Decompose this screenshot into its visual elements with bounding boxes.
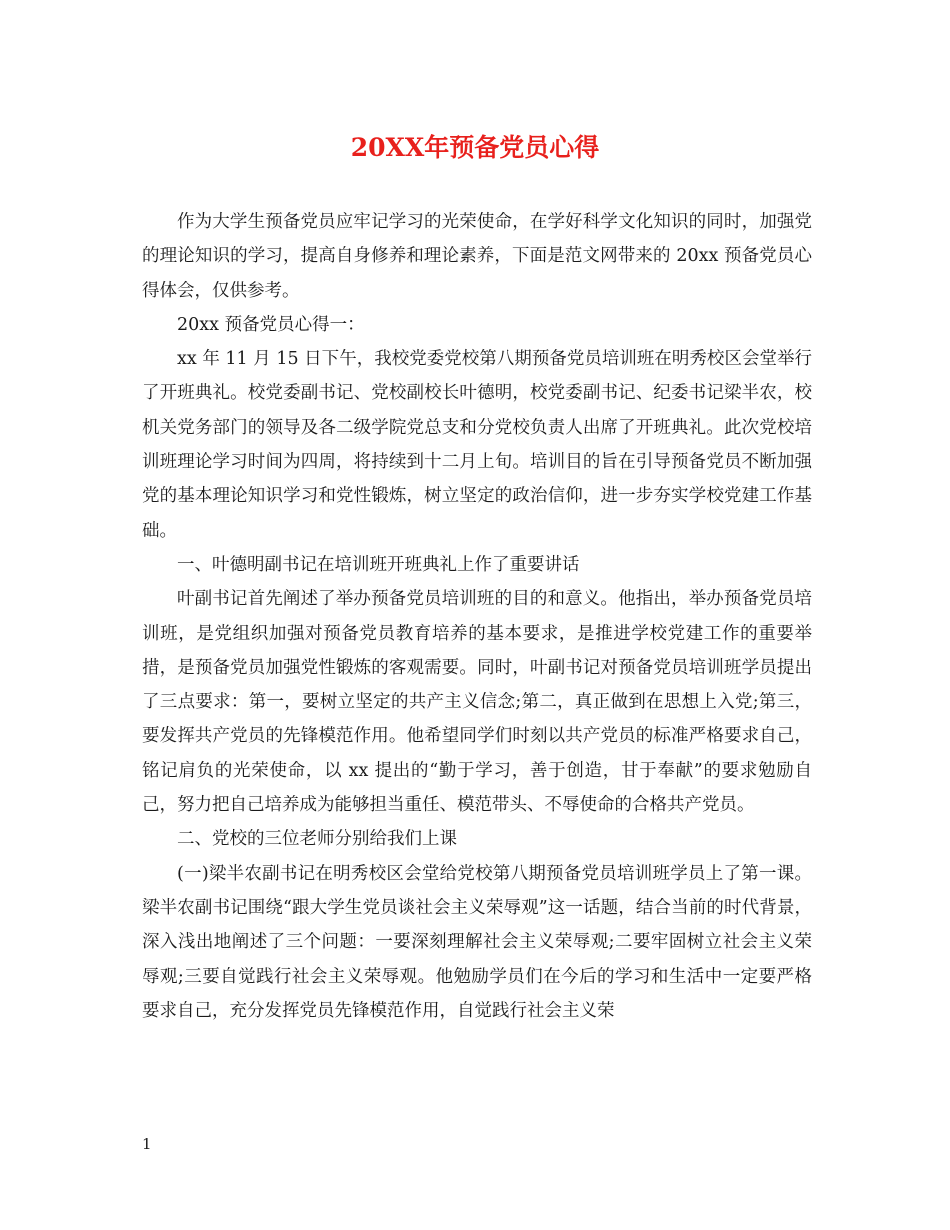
paragraph-section-two-heading: 二、党校的三位老师分别给我们上课 [177, 829, 457, 850]
page-number: 1 [142, 1135, 152, 1153]
document-title: 20XX年预备党员心得 [350, 133, 600, 162]
document-body [142, 205, 812, 1028]
paragraph-section-one-heading: 一、叶德明副书记在培训班开班典礼上作了重要讲话 [177, 554, 580, 575]
paragraph-intro: 作为大学生预备党员应牢记学习的光荣使命，在学好科学文化知识的同时，加强党的理论知识的学习，提高自身修养和理论素养，下面是范文网带来的 20xx 预备党员心得体会，仅供参考。 [142, 212, 812, 301]
paragraph-speech: 叶副书记首先阐述了举办预备党员培训班的目的和意义。他指出，举办预备党员培训班，是党组织加强对预备党员教育培养的基本要求，是推进学校党建工作的重要举措，是预备党员加强党性锻炼的客观需要。同时，叶副书记对预备党员培训班学员提出了三点要求：第一，要树立坚定的共产主义信念;第二，真正做到在思想上入党;第三，要发挥共产党员的先锋模范作用。他希望同学们时刻以共产党员的标准严格要求自己，铭记肩负的光荣使命，以 xx 提出的“勤于学习，善于创造，甘于奉献”的要求勉励自己，努力把自己培养成为能够担当重任、模范带头、不辱使命的合格共产党员。 [142, 589, 812, 816]
paragraph-first-lecture: (一)梁半农副书记在明秀校区会堂给党校第八期预备党员培训班学员上了第一课。梁半农副书记围绕“跟大学生党员谈社会主义荣辱观”这一话题，结合当前的时代背景，深入浅出地阐述了三个问题：一要深刻理解社会主义荣辱观;二要牢固树立社会主义荣辱观;三要自觉践行社会主义荣辱观。他勉励学员们在今后的学习和生活中一定要严格要求自己，充分发挥党员先锋模范作用，自觉践行社会主义荣 [142, 863, 812, 1021]
paragraph-heading-part-one: 20xx 预备党员心得一： [177, 314, 365, 335]
paragraph-opening-ceremony: xx 年 11 月 15 日下午，我校党委党校第八期预备党员培训班在明秀校区会堂举行了开班典礼。校党委副书记、党校副校长叶德明，校党委副书记、纪委书记梁半农，校机关党务部门的领导及各二级学院党总支和分党校负责人出席了开班典礼。此次党校培训班理论学习时间为四周，将持续到十二月上旬。培训目的旨在引导预备党员不断加强党的基本理论知识学习和党性锻炼，树立坚定的政治信仰，进一步夯实学校党建工作基础。 [142, 349, 812, 541]
